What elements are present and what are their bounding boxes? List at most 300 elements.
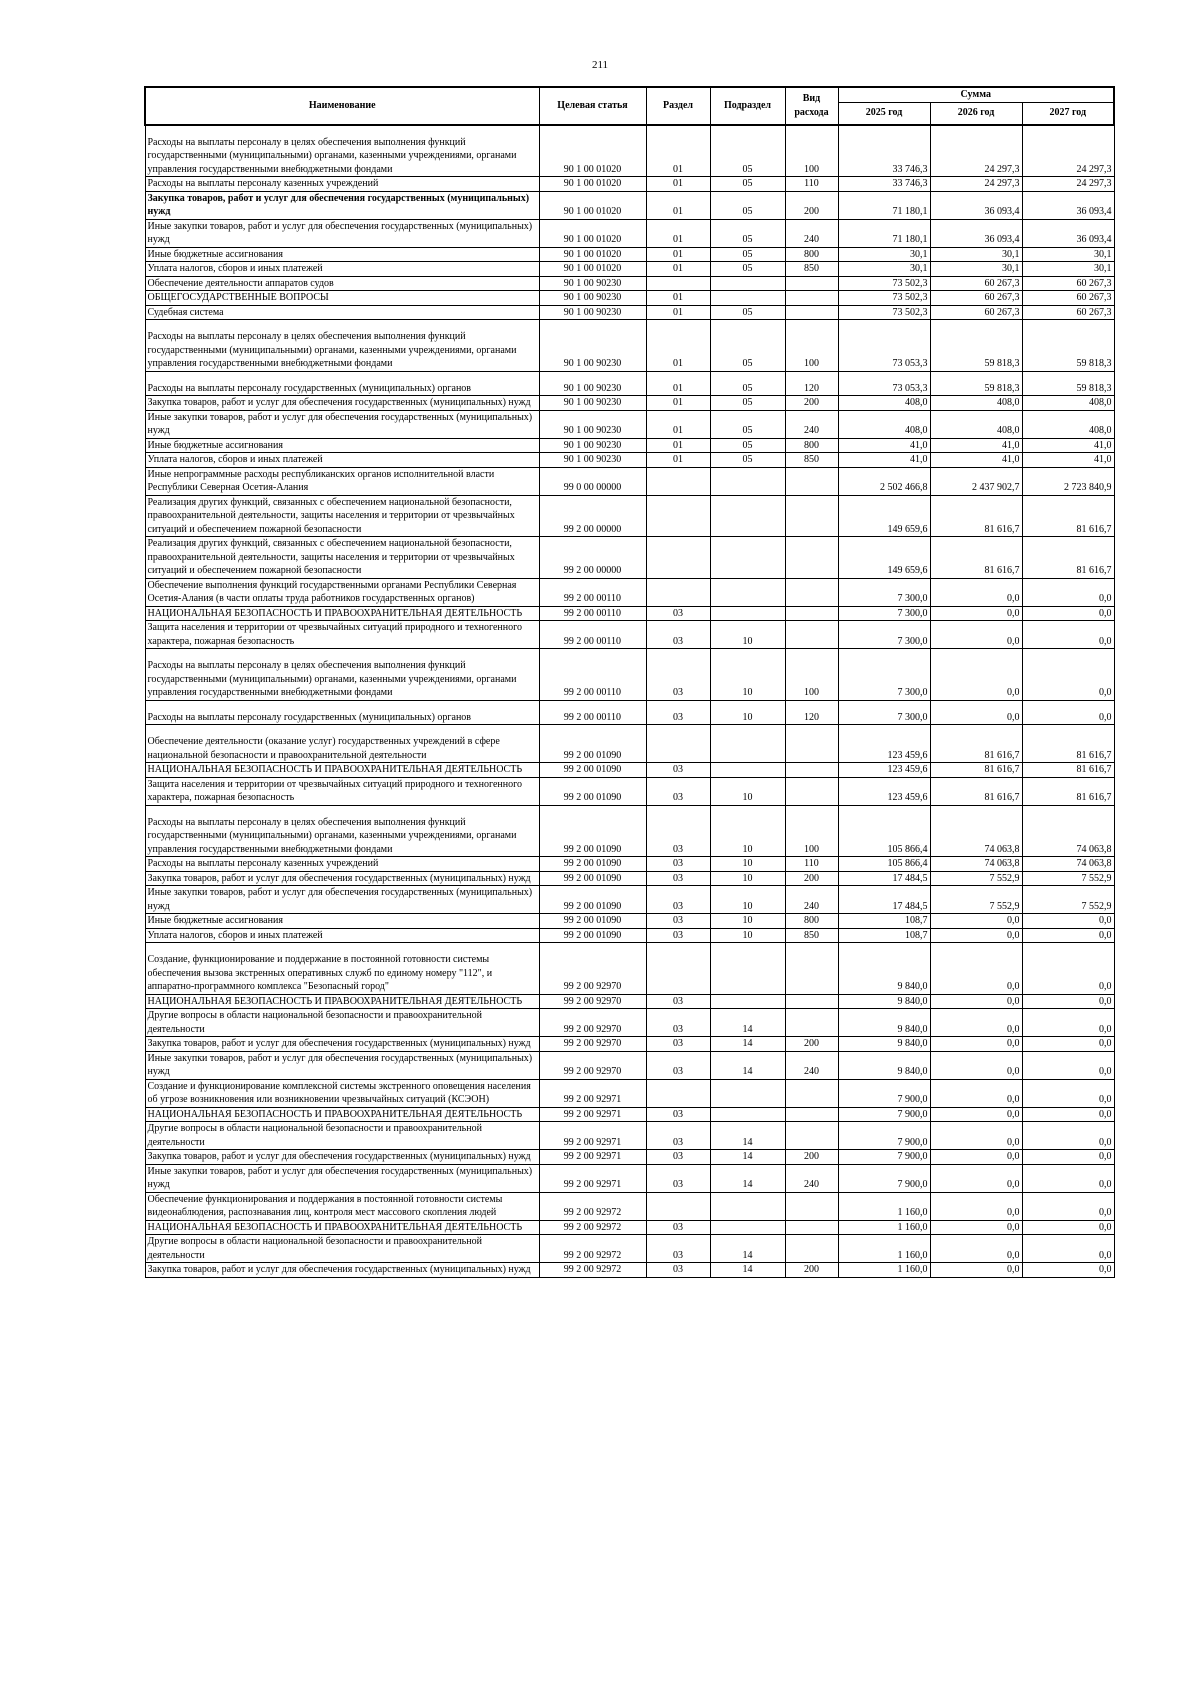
row-name: Иные непрограммные расходы республиканских органов исполнительной власти Республики Северная Осетия-Алания	[145, 467, 539, 495]
row-value-2027: 0,0	[1022, 621, 1114, 649]
row-section	[646, 467, 710, 495]
table-row	[145, 291, 1114, 306]
row-subsection	[710, 763, 785, 778]
row-target: 90 1 00 90230	[539, 320, 646, 372]
row-expense-type	[785, 621, 838, 649]
row-subsection: 05	[710, 410, 785, 438]
row-name: Закупка товаров, работ и услуг для обеспечения государственных (муниципальных) нужд	[145, 1037, 539, 1052]
row-value-2025: 1 160,0	[838, 1192, 930, 1220]
table-row	[145, 1263, 1114, 1278]
row-expense-type: 200	[785, 1150, 838, 1165]
row-expense-type: 200	[785, 871, 838, 886]
row-name: Расходы на выплаты персоналу в целях обеспечения выполнения функций государственными (муниципальными) органами, казенными учреждениями, органами управления государственными внебюджетными фондами	[145, 649, 539, 701]
row-section: 03	[646, 805, 710, 857]
row-subsection	[710, 578, 785, 606]
row-value-2025: 7 900,0	[838, 1079, 930, 1107]
row-expense-type	[785, 1107, 838, 1122]
table-row	[145, 396, 1114, 411]
row-name: Иные закупки товаров, работ и услуг для обеспечения государственных (муниципальных) нужд	[145, 219, 539, 247]
table-row	[145, 928, 1114, 943]
row-target: 99 0 00 00000	[539, 467, 646, 495]
row-name: Закупка товаров, работ и услуг для обеспечения государственных (муниципальных) нужд	[145, 871, 539, 886]
row-value-2025: 9 840,0	[838, 1009, 930, 1037]
row-section: 01	[646, 125, 710, 177]
row-value-2027: 0,0	[1022, 700, 1114, 725]
row-subsection: 10	[710, 700, 785, 725]
header-2026: 2026 год	[930, 102, 1022, 125]
row-target: 99 2 00 92970	[539, 1009, 646, 1037]
row-value-2026: 81 616,7	[930, 495, 1022, 537]
row-target: 99 2 00 92972	[539, 1220, 646, 1235]
row-expense-type: 200	[785, 1037, 838, 1052]
row-value-2026: 36 093,4	[930, 219, 1022, 247]
row-expense-type: 100	[785, 320, 838, 372]
row-value-2025: 1 160,0	[838, 1220, 930, 1235]
row-target: 99 2 00 92971	[539, 1079, 646, 1107]
row-value-2026: 0,0	[930, 1122, 1022, 1150]
row-subsection: 05	[710, 305, 785, 320]
row-section: 03	[646, 1235, 710, 1263]
row-name: Иные закупки товаров, работ и услуг для обеспечения государственных (муниципальных) нужд	[145, 886, 539, 914]
row-value-2027: 81 616,7	[1022, 537, 1114, 579]
table-row	[145, 649, 1114, 701]
row-name: Другие вопросы в области национальной безопасности и правоохранительной деятельности	[145, 1009, 539, 1037]
row-value-2027: 81 616,7	[1022, 725, 1114, 763]
row-value-2026: 30,1	[930, 247, 1022, 262]
table-row	[145, 1051, 1114, 1079]
row-expense-type: 240	[785, 1051, 838, 1079]
row-name: НАЦИОНАЛЬНАЯ БЕЗОПАСНОСТЬ И ПРАВООХРАНИТЕЛЬНАЯ ДЕЯТЕЛЬНОСТЬ	[145, 994, 539, 1009]
row-section: 03	[646, 857, 710, 872]
row-value-2027: 74 063,8	[1022, 805, 1114, 857]
row-value-2025: 7 900,0	[838, 1164, 930, 1192]
row-expense-type: 850	[785, 453, 838, 468]
table-row	[145, 606, 1114, 621]
row-expense-type: 800	[785, 914, 838, 929]
row-value-2025: 41,0	[838, 453, 930, 468]
row-value-2027: 59 818,3	[1022, 320, 1114, 372]
row-name: Закупка товаров, работ и услуг для обеспечения государственных (муниципальных) нужд	[145, 1150, 539, 1165]
row-value-2026: 0,0	[930, 578, 1022, 606]
row-subsection: 10	[710, 914, 785, 929]
row-section	[646, 495, 710, 537]
row-value-2026: 0,0	[930, 994, 1022, 1009]
row-target: 99 2 00 01090	[539, 886, 646, 914]
row-value-2027: 0,0	[1022, 1037, 1114, 1052]
row-value-2025: 149 659,6	[838, 537, 930, 579]
row-subsection: 05	[710, 125, 785, 177]
row-name: Обеспечение деятельности аппаратов судов	[145, 276, 539, 291]
row-section	[646, 943, 710, 995]
row-target: 99 2 00 92971	[539, 1107, 646, 1122]
row-value-2025: 17 484,5	[838, 871, 930, 886]
row-expense-type	[785, 763, 838, 778]
row-expense-type	[785, 1009, 838, 1037]
row-value-2026: 0,0	[930, 943, 1022, 995]
row-section: 03	[646, 763, 710, 778]
row-value-2025: 7 300,0	[838, 621, 930, 649]
row-value-2027: 41,0	[1022, 438, 1114, 453]
row-subsection	[710, 467, 785, 495]
table-row	[145, 191, 1114, 219]
row-value-2027: 0,0	[1022, 1079, 1114, 1107]
row-expense-type	[785, 305, 838, 320]
table-row	[145, 247, 1114, 262]
row-subsection	[710, 495, 785, 537]
row-name: Расходы на выплаты персоналу в целях обеспечения выполнения функций государственными (муниципальными) органами, казенными учреждениями, органами управления государственными внебюджетными фондами	[145, 805, 539, 857]
row-subsection	[710, 291, 785, 306]
row-value-2027: 36 093,4	[1022, 191, 1114, 219]
table-row	[145, 177, 1114, 192]
table-row	[145, 1235, 1114, 1263]
table-row	[145, 537, 1114, 579]
row-value-2025: 71 180,1	[838, 219, 930, 247]
row-expense-type: 850	[785, 262, 838, 277]
row-target: 90 1 00 90230	[539, 371, 646, 396]
row-value-2026: 24 297,3	[930, 125, 1022, 177]
row-value-2026: 0,0	[930, 1107, 1022, 1122]
row-expense-type: 100	[785, 125, 838, 177]
table-row	[145, 1037, 1114, 1052]
row-value-2025: 73 053,3	[838, 371, 930, 396]
row-subsection: 10	[710, 805, 785, 857]
row-name: Закупка товаров, работ и услуг для обеспечения государственных (муниципальных) нужд	[145, 191, 539, 219]
row-expense-type	[785, 467, 838, 495]
table-row	[145, 276, 1114, 291]
row-value-2026: 0,0	[930, 649, 1022, 701]
row-value-2027: 0,0	[1022, 1220, 1114, 1235]
row-value-2026: 0,0	[930, 1263, 1022, 1278]
row-target: 99 2 00 00110	[539, 606, 646, 621]
row-section: 01	[646, 262, 710, 277]
table-row	[145, 621, 1114, 649]
row-expense-type	[785, 291, 838, 306]
row-name: Иные закупки товаров, работ и услуг для обеспечения государственных (муниципальных) нужд	[145, 1164, 539, 1192]
row-target: 99 2 00 01090	[539, 857, 646, 872]
row-name: Обеспечение деятельности (оказание услуг) государственных учреждений в сфере национальной безопасности и правоохранительной деятельности	[145, 725, 539, 763]
row-expense-type	[785, 1079, 838, 1107]
row-section: 01	[646, 291, 710, 306]
row-name: Расходы на выплаты персоналу казенных учреждений	[145, 177, 539, 192]
row-value-2027: 408,0	[1022, 410, 1114, 438]
row-value-2025: 7 300,0	[838, 700, 930, 725]
row-value-2025: 41,0	[838, 438, 930, 453]
header-section: Раздел	[646, 87, 710, 125]
table-row	[145, 1150, 1114, 1165]
row-value-2026: 0,0	[930, 914, 1022, 929]
row-value-2026: 59 818,3	[930, 371, 1022, 396]
row-value-2026: 0,0	[930, 606, 1022, 621]
table-row	[145, 857, 1114, 872]
table-row	[145, 914, 1114, 929]
table-row	[145, 578, 1114, 606]
row-section: 03	[646, 649, 710, 701]
row-value-2027: 7 552,9	[1022, 871, 1114, 886]
row-value-2027: 0,0	[1022, 1192, 1114, 1220]
row-name: Закупка товаров, работ и услуг для обеспечения государственных (муниципальных) нужд	[145, 396, 539, 411]
row-subsection: 10	[710, 886, 785, 914]
table-header	[145, 87, 1114, 125]
row-value-2026: 24 297,3	[930, 177, 1022, 192]
row-section: 03	[646, 1037, 710, 1052]
row-section	[646, 725, 710, 763]
row-name: Иные бюджетные ассигнования	[145, 438, 539, 453]
row-expense-type: 120	[785, 700, 838, 725]
row-target: 90 1 00 90230	[539, 276, 646, 291]
row-subsection: 14	[710, 1009, 785, 1037]
row-section: 03	[646, 777, 710, 805]
row-section: 03	[646, 1164, 710, 1192]
row-value-2025: 9 840,0	[838, 1051, 930, 1079]
row-section: 03	[646, 1009, 710, 1037]
row-value-2025: 9 840,0	[838, 1037, 930, 1052]
table-row	[145, 805, 1114, 857]
page-number: 211	[591, 59, 609, 71]
row-target: 99 2 00 92972	[539, 1235, 646, 1263]
row-value-2026: 0,0	[930, 1150, 1022, 1165]
row-value-2025: 71 180,1	[838, 191, 930, 219]
header-target: Целевая статья	[539, 87, 646, 125]
table-row	[145, 453, 1114, 468]
row-name: Иные закупки товаров, работ и услуг для обеспечения государственных (муниципальных) нужд	[145, 1051, 539, 1079]
row-value-2027: 0,0	[1022, 1122, 1114, 1150]
row-value-2027: 0,0	[1022, 606, 1114, 621]
row-value-2025: 7 300,0	[838, 606, 930, 621]
row-value-2025: 123 459,6	[838, 725, 930, 763]
row-value-2026: 81 616,7	[930, 537, 1022, 579]
row-value-2027: 24 297,3	[1022, 125, 1114, 177]
row-subsection	[710, 1107, 785, 1122]
row-value-2027: 0,0	[1022, 1150, 1114, 1165]
row-section: 03	[646, 871, 710, 886]
table-body	[145, 125, 1114, 1278]
row-section	[646, 578, 710, 606]
table-row	[145, 1192, 1114, 1220]
row-expense-type: 200	[785, 396, 838, 411]
row-subsection: 05	[710, 438, 785, 453]
row-value-2025: 7 300,0	[838, 649, 930, 701]
row-target: 99 2 00 01090	[539, 777, 646, 805]
row-section: 03	[646, 994, 710, 1009]
row-target: 99 2 00 92970	[539, 1037, 646, 1052]
row-target: 90 1 00 01020	[539, 262, 646, 277]
row-value-2026: 408,0	[930, 410, 1022, 438]
row-value-2026: 7 552,9	[930, 886, 1022, 914]
row-value-2027: 81 616,7	[1022, 495, 1114, 537]
row-expense-type: 240	[785, 219, 838, 247]
row-subsection: 05	[710, 320, 785, 372]
row-value-2026: 74 063,8	[930, 805, 1022, 857]
row-value-2025: 149 659,6	[838, 495, 930, 537]
row-section: 01	[646, 305, 710, 320]
row-expense-type	[785, 578, 838, 606]
table-row	[145, 262, 1114, 277]
row-value-2026: 81 616,7	[930, 763, 1022, 778]
row-expense-type: 100	[785, 649, 838, 701]
row-name: Другие вопросы в области национальной безопасности и правоохранительной деятельности	[145, 1235, 539, 1263]
row-expense-type	[785, 725, 838, 763]
row-subsection: 05	[710, 177, 785, 192]
row-subsection: 05	[710, 396, 785, 411]
row-section: 03	[646, 700, 710, 725]
row-expense-type	[785, 943, 838, 995]
row-value-2026: 7 552,9	[930, 871, 1022, 886]
row-value-2025: 30,1	[838, 247, 930, 262]
row-name: Расходы на выплаты персоналу государственных (муниципальных) органов	[145, 700, 539, 725]
row-value-2027: 36 093,4	[1022, 219, 1114, 247]
row-value-2025: 1 160,0	[838, 1263, 930, 1278]
row-target: 99 2 00 92972	[539, 1263, 646, 1278]
row-name: Иные закупки товаров, работ и услуг для обеспечения государственных (муниципальных) нужд	[145, 410, 539, 438]
row-value-2027: 30,1	[1022, 247, 1114, 262]
row-value-2026: 36 093,4	[930, 191, 1022, 219]
row-expense-type	[785, 537, 838, 579]
row-value-2026: 81 616,7	[930, 725, 1022, 763]
row-name: Расходы на выплаты персоналу в целях обеспечения выполнения функций государственными (муниципальными) органами, казенными учреждениями, органами управления государственными внебюджетными фондами	[145, 320, 539, 372]
row-subsection: 05	[710, 453, 785, 468]
table-row	[145, 777, 1114, 805]
row-value-2027: 81 616,7	[1022, 763, 1114, 778]
row-value-2025: 73 053,3	[838, 320, 930, 372]
row-section: 03	[646, 1150, 710, 1165]
row-expense-type: 240	[785, 410, 838, 438]
table-row	[145, 410, 1114, 438]
row-value-2026: 41,0	[930, 438, 1022, 453]
header-expense-type: Вид расхода	[785, 87, 838, 125]
row-expense-type: 240	[785, 1164, 838, 1192]
header-subsection: Подраздел	[710, 87, 785, 125]
row-subsection: 14	[710, 1051, 785, 1079]
row-value-2027: 0,0	[1022, 928, 1114, 943]
row-expense-type: 100	[785, 805, 838, 857]
row-expense-type	[785, 994, 838, 1009]
row-expense-type: 850	[785, 928, 838, 943]
row-value-2026: 0,0	[930, 1164, 1022, 1192]
header-name: Наименование	[145, 87, 539, 125]
row-value-2025: 7 900,0	[838, 1107, 930, 1122]
row-subsection	[710, 276, 785, 291]
row-expense-type: 120	[785, 371, 838, 396]
row-section: 03	[646, 1263, 710, 1278]
row-name: Уплата налогов, сборов и иных платежей	[145, 453, 539, 468]
row-expense-type: 200	[785, 191, 838, 219]
table-row	[145, 1164, 1114, 1192]
row-value-2026: 0,0	[930, 621, 1022, 649]
row-value-2026: 74 063,8	[930, 857, 1022, 872]
row-expense-type	[785, 1192, 838, 1220]
row-value-2027: 408,0	[1022, 396, 1114, 411]
row-target: 99 2 00 00110	[539, 578, 646, 606]
row-value-2027: 0,0	[1022, 994, 1114, 1009]
row-target: 90 1 00 01020	[539, 125, 646, 177]
row-value-2026: 0,0	[930, 1235, 1022, 1263]
row-section: 03	[646, 1107, 710, 1122]
table-row	[145, 320, 1114, 372]
row-section: 01	[646, 410, 710, 438]
row-name: ОБЩЕГОСУДАРСТВЕННЫЕ ВОПРОСЫ	[145, 291, 539, 306]
row-value-2025: 105 866,4	[838, 857, 930, 872]
table-row	[145, 1122, 1114, 1150]
row-value-2027: 0,0	[1022, 1107, 1114, 1122]
row-subsection	[710, 1192, 785, 1220]
row-value-2027: 0,0	[1022, 914, 1114, 929]
row-value-2025: 108,7	[838, 928, 930, 943]
row-name: Защита населения и территории от чрезвычайных ситуаций природного и техногенного характера, пожарная безопасность	[145, 777, 539, 805]
row-section: 03	[646, 914, 710, 929]
row-value-2025: 7 900,0	[838, 1150, 930, 1165]
row-section: 01	[646, 177, 710, 192]
row-value-2026: 408,0	[930, 396, 1022, 411]
header-2027: 2027 год	[1022, 102, 1114, 125]
row-target: 99 2 00 92970	[539, 994, 646, 1009]
row-subsection: 05	[710, 219, 785, 247]
row-subsection	[710, 537, 785, 579]
row-value-2025: 105 866,4	[838, 805, 930, 857]
header-2025: 2025 год	[838, 102, 930, 125]
row-subsection: 14	[710, 1122, 785, 1150]
row-subsection: 10	[710, 928, 785, 943]
row-value-2025: 73 502,3	[838, 291, 930, 306]
row-target: 99 2 00 00110	[539, 621, 646, 649]
row-target: 90 1 00 90230	[539, 438, 646, 453]
table-row	[145, 943, 1114, 995]
row-subsection	[710, 1220, 785, 1235]
row-value-2027: 0,0	[1022, 649, 1114, 701]
row-value-2026: 0,0	[930, 1192, 1022, 1220]
row-section: 01	[646, 396, 710, 411]
table-row	[145, 1107, 1114, 1122]
row-section: 01	[646, 320, 710, 372]
header-sum: Сумма	[838, 87, 1114, 102]
row-name: Защита населения и территории от чрезвычайных ситуаций природного и техногенного характера, пожарная безопасность	[145, 621, 539, 649]
row-subsection: 05	[710, 247, 785, 262]
row-section: 01	[646, 219, 710, 247]
row-target: 90 1 00 90230	[539, 396, 646, 411]
row-subsection: 10	[710, 777, 785, 805]
table-row	[145, 219, 1114, 247]
row-value-2027: 30,1	[1022, 262, 1114, 277]
row-target: 90 1 00 90230	[539, 453, 646, 468]
row-value-2025: 7 900,0	[838, 1122, 930, 1150]
row-value-2026: 41,0	[930, 453, 1022, 468]
row-value-2026: 0,0	[930, 928, 1022, 943]
row-section	[646, 537, 710, 579]
row-target: 99 2 00 92970	[539, 943, 646, 995]
row-target: 99 2 00 00110	[539, 649, 646, 701]
row-value-2025: 9 840,0	[838, 943, 930, 995]
row-value-2026: 81 616,7	[930, 777, 1022, 805]
row-value-2026: 2 437 902,7	[930, 467, 1022, 495]
row-target: 99 2 00 01090	[539, 928, 646, 943]
row-expense-type: 200	[785, 1263, 838, 1278]
row-value-2027: 60 267,3	[1022, 291, 1114, 306]
row-subsection	[710, 606, 785, 621]
table-row	[145, 1009, 1114, 1037]
row-target: 90 1 00 01020	[539, 247, 646, 262]
row-expense-type	[785, 606, 838, 621]
row-name: Создание, функционирование и поддержание в постоянной готовности системы обеспечения вызова экстренных оперативных служб по единому номеру "112", и аппаратно-программного комплекса "Безопасный город"	[145, 943, 539, 995]
row-section	[646, 1079, 710, 1107]
table-row	[145, 763, 1114, 778]
row-value-2027: 0,0	[1022, 1009, 1114, 1037]
row-expense-type	[785, 1235, 838, 1263]
row-target: 90 1 00 01020	[539, 191, 646, 219]
row-section: 01	[646, 191, 710, 219]
row-value-2026: 0,0	[930, 1051, 1022, 1079]
row-value-2025: 17 484,5	[838, 886, 930, 914]
row-name: Уплата налогов, сборов и иных платежей	[145, 928, 539, 943]
row-name: Обеспечение функционирования и поддержания в постоянной готовности системы видеонаблюдения, распознавания лиц, контроля мест массового скопления людей	[145, 1192, 539, 1220]
